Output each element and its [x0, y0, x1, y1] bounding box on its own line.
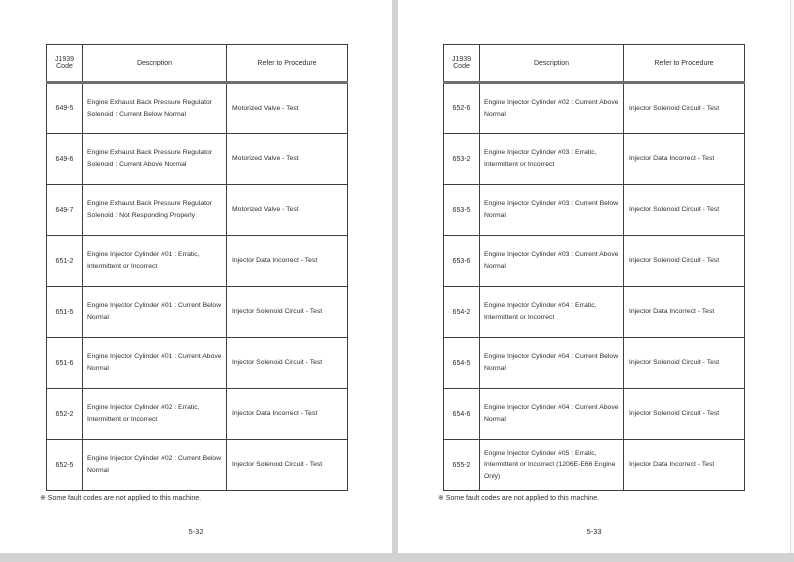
description-cell: Engine Injector Cylinder #03 : Erratic, Intermittent or Incorrect — [480, 134, 624, 185]
fault-code-cell: 649-7 — [47, 185, 83, 236]
fault-code-cell: 654-2 — [444, 287, 480, 338]
manual-page-left — [0, 0, 392, 553]
description-cell: Engine Exhaust Back Pressure Regulator Solenoid : Not Responding Properly — [83, 185, 227, 236]
procedure-cell: Injector Data Incorrect - Test — [227, 236, 348, 287]
table-header-row — [444, 45, 745, 83]
fault-code-row — [444, 440, 745, 491]
procedure-cell: Injector Solenoid Circuit - Test — [227, 440, 348, 491]
col-header-description: Description — [83, 45, 227, 83]
procedure-cell: Injector Solenoid Circuit - Test — [624, 185, 745, 236]
fault-code-cell: 653-6 — [444, 236, 480, 287]
fault-code-row — [47, 440, 348, 491]
description-cell: Engine Injector Cylinder #03 : Current Below Normal — [480, 185, 624, 236]
procedure-cell: Injector Solenoid Circuit - Test — [624, 338, 745, 389]
fault-code-cell: 649-5 — [47, 83, 83, 134]
fault-code-cell: 653-5 — [444, 185, 480, 236]
procedure-cell: Motorized Valve - Test — [227, 134, 348, 185]
procedure-cell: Injector Data Incorrect - Test — [227, 389, 348, 440]
description-cell: Engine Injector Cylinder #01 : Current Below Normal — [83, 287, 227, 338]
fault-code-cell: 652-2 — [47, 389, 83, 440]
fault-code-row — [444, 338, 745, 389]
description-cell: Engine Injector Cylinder #01 : Erratic, Intermittent or Incorrect — [83, 236, 227, 287]
footnote-left: ※ Some fault codes are not applied to this machine. — [40, 495, 202, 502]
description-cell: Engine Exhaust Back Pressure Regulator Solenoid : Current Above Normal — [83, 134, 227, 185]
page-number-right: 5-33 — [586, 527, 602, 536]
table-header-row — [47, 45, 348, 83]
fault-code-row — [444, 287, 745, 338]
fault-code-row — [444, 185, 745, 236]
col-header-procedure: Refer to Procedure — [624, 45, 745, 83]
description-cell: Engine Injector Cylinder #03 : Current Above Normal — [480, 236, 624, 287]
procedure-cell: Injector Data Incorrect - Test — [624, 134, 745, 185]
procedure-cell: Injector Solenoid Circuit - Test — [624, 83, 745, 134]
fault-code-row — [47, 287, 348, 338]
manual-page-right — [398, 0, 790, 553]
description-cell: Engine Injector Cylinder #05 : Erratic, Intermittent or Incorrect (1206E-E66 Engine Only) — [480, 440, 624, 491]
description-cell: Engine Injector Cylinder #04 : Current Above Normal — [480, 389, 624, 440]
col-header-j1939-code: J1939 Code — [444, 45, 480, 83]
procedure-cell: Injector Solenoid Circuit - Test — [624, 236, 745, 287]
col-header-procedure: Refer to Procedure — [227, 45, 348, 83]
col-header-j1939-code: J1939 Code — [47, 45, 83, 83]
fault-code-cell: 654-6 — [444, 389, 480, 440]
fault-code-cell: 652-5 — [47, 440, 83, 491]
description-cell: Engine Injector Cylinder #02 : Erratic, Intermittent or Incorrect — [83, 389, 227, 440]
procedure-cell: Injector Data Incorrect - Test — [624, 287, 745, 338]
description-cell: Engine Injector Cylinder #02 : Current Above Normal — [480, 83, 624, 134]
description-cell: Engine Injector Cylinder #04 : Erratic, Intermittent or Incorrect — [480, 287, 624, 338]
fault-code-cell: 649-6 — [47, 134, 83, 185]
description-cell: Engine Injector Cylinder #01 : Current Above Normal — [83, 338, 227, 389]
fault-code-table-right — [443, 44, 745, 491]
procedure-cell: Motorized Valve - Test — [227, 185, 348, 236]
procedure-cell: Injector Solenoid Circuit - Test — [227, 338, 348, 389]
fault-code-table-left — [46, 44, 348, 491]
fault-code-row — [444, 83, 745, 134]
fault-code-cell: 651-2 — [47, 236, 83, 287]
fault-code-cell: 651-5 — [47, 287, 83, 338]
procedure-cell: Motorized Valve - Test — [227, 83, 348, 134]
col-header-description: Description — [480, 45, 624, 83]
description-cell: Engine Exhaust Back Pressure Regulator Solenoid : Current Below Normal — [83, 83, 227, 134]
fault-code-cell: 651-6 — [47, 338, 83, 389]
fault-code-row — [444, 389, 745, 440]
footnote-right: ※ Some fault codes are not applied to this machine. — [438, 495, 600, 502]
description-cell: Engine Injector Cylinder #02 : Current Below Normal — [83, 440, 227, 491]
fault-code-row — [47, 83, 348, 134]
fault-code-cell: 654-5 — [444, 338, 480, 389]
fault-code-cell: 653-2 — [444, 134, 480, 185]
page-number-left: 5-32 — [188, 527, 204, 536]
description-cell: Engine Injector Cylinder #04 : Current Below Normal — [480, 338, 624, 389]
fault-code-row — [47, 338, 348, 389]
procedure-cell: Injector Data Incorrect - Test — [624, 440, 745, 491]
fault-code-cell: 655-2 — [444, 440, 480, 491]
fault-code-row — [47, 236, 348, 287]
procedure-cell: Injector Solenoid Circuit - Test — [624, 389, 745, 440]
procedure-cell: Injector Solenoid Circuit - Test — [227, 287, 348, 338]
fault-code-row — [444, 134, 745, 185]
page-edge — [790, 0, 794, 553]
fault-code-row — [444, 236, 745, 287]
fault-code-row — [47, 389, 348, 440]
fault-code-row — [47, 185, 348, 236]
fault-code-cell: 652-6 — [444, 83, 480, 134]
fault-code-row — [47, 134, 348, 185]
